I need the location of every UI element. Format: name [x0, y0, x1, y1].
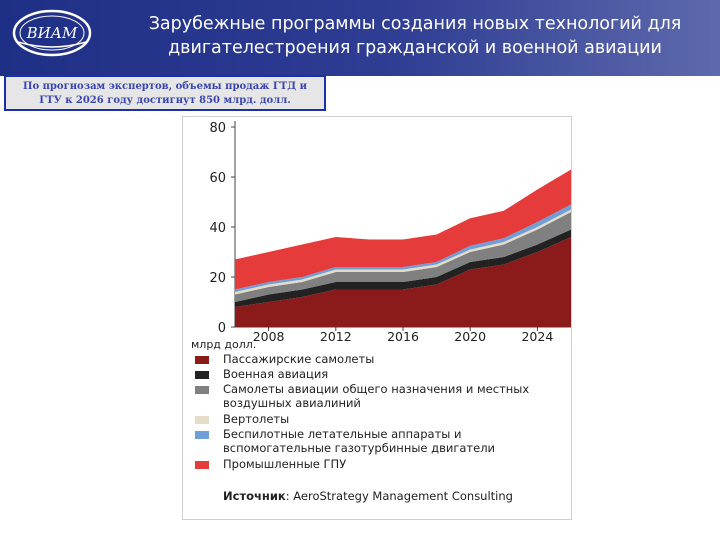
legend-swatch-5	[195, 431, 209, 439]
legend-label-4: Вертолеты	[223, 412, 290, 426]
forecast-callout	[4, 75, 326, 111]
x-tick-label-2008: 2008	[252, 329, 285, 344]
stacked-area-chart	[183, 117, 571, 332]
legend-label-3: Самолеты авиации общего назначения и местных воздушных авиалиний	[223, 382, 530, 410]
chart-source	[223, 489, 513, 503]
legend-item-3	[195, 383, 565, 413]
y-tick-label-80: 80	[209, 121, 226, 136]
legend-swatch-2	[195, 371, 209, 379]
legend-swatch-3	[195, 386, 209, 394]
legend-swatch-4	[195, 416, 209, 424]
legend-label-6: Промышленные ГПУ	[223, 457, 347, 471]
chart-figure	[182, 116, 572, 520]
title-bar	[0, 0, 720, 76]
slide-title	[110, 12, 720, 60]
slide-title-line-1: Зарубежные программы создания новых технологий для	[148, 14, 682, 34]
legend-item-6	[195, 458, 565, 473]
legend-item-2	[195, 368, 565, 383]
y-tick-label-40: 40	[209, 221, 226, 236]
callout-line-2: ГТУ к 2026 году достигнут 850 млрд. долл.	[39, 95, 291, 106]
y-tick-label-20: 20	[209, 271, 226, 286]
y-tick-label-0: 0	[217, 321, 226, 332]
x-tick-label-2016: 2016	[387, 329, 419, 344]
legend-label-1: Пассажирские самолеты	[223, 352, 375, 366]
legend-label-2: Военная авиация	[223, 367, 329, 381]
y-tick-label-60: 60	[209, 171, 226, 186]
viam-logo	[12, 8, 92, 58]
x-tick-label-2012: 2012	[319, 329, 352, 344]
legend-item-4	[195, 413, 565, 428]
legend-swatch-6	[195, 461, 209, 469]
legend-item-1	[195, 353, 565, 368]
legend-swatch-1	[195, 356, 209, 364]
source-prefix: Источник	[223, 489, 286, 503]
logo-text: ВИАМ	[26, 24, 78, 42]
source-text: : AeroStrategy Management Consulting	[285, 489, 513, 503]
x-tick-label-2020: 2020	[454, 329, 487, 344]
callout-line-1: По прогнозам экспертов, объемы продаж ГТД и	[23, 81, 307, 92]
slide-title-line-2: двигателестроения гражданской и военной авиации	[168, 38, 662, 58]
x-tick-label-2024: 2024	[521, 329, 554, 344]
chart-unit-label: млрд долл.	[191, 338, 257, 351]
chart-legend	[195, 353, 565, 473]
legend-item-5	[195, 428, 565, 458]
legend-label-5: Беспилотные летательные аппараты и вспомогательные газотурбинные двигатели	[223, 427, 496, 455]
